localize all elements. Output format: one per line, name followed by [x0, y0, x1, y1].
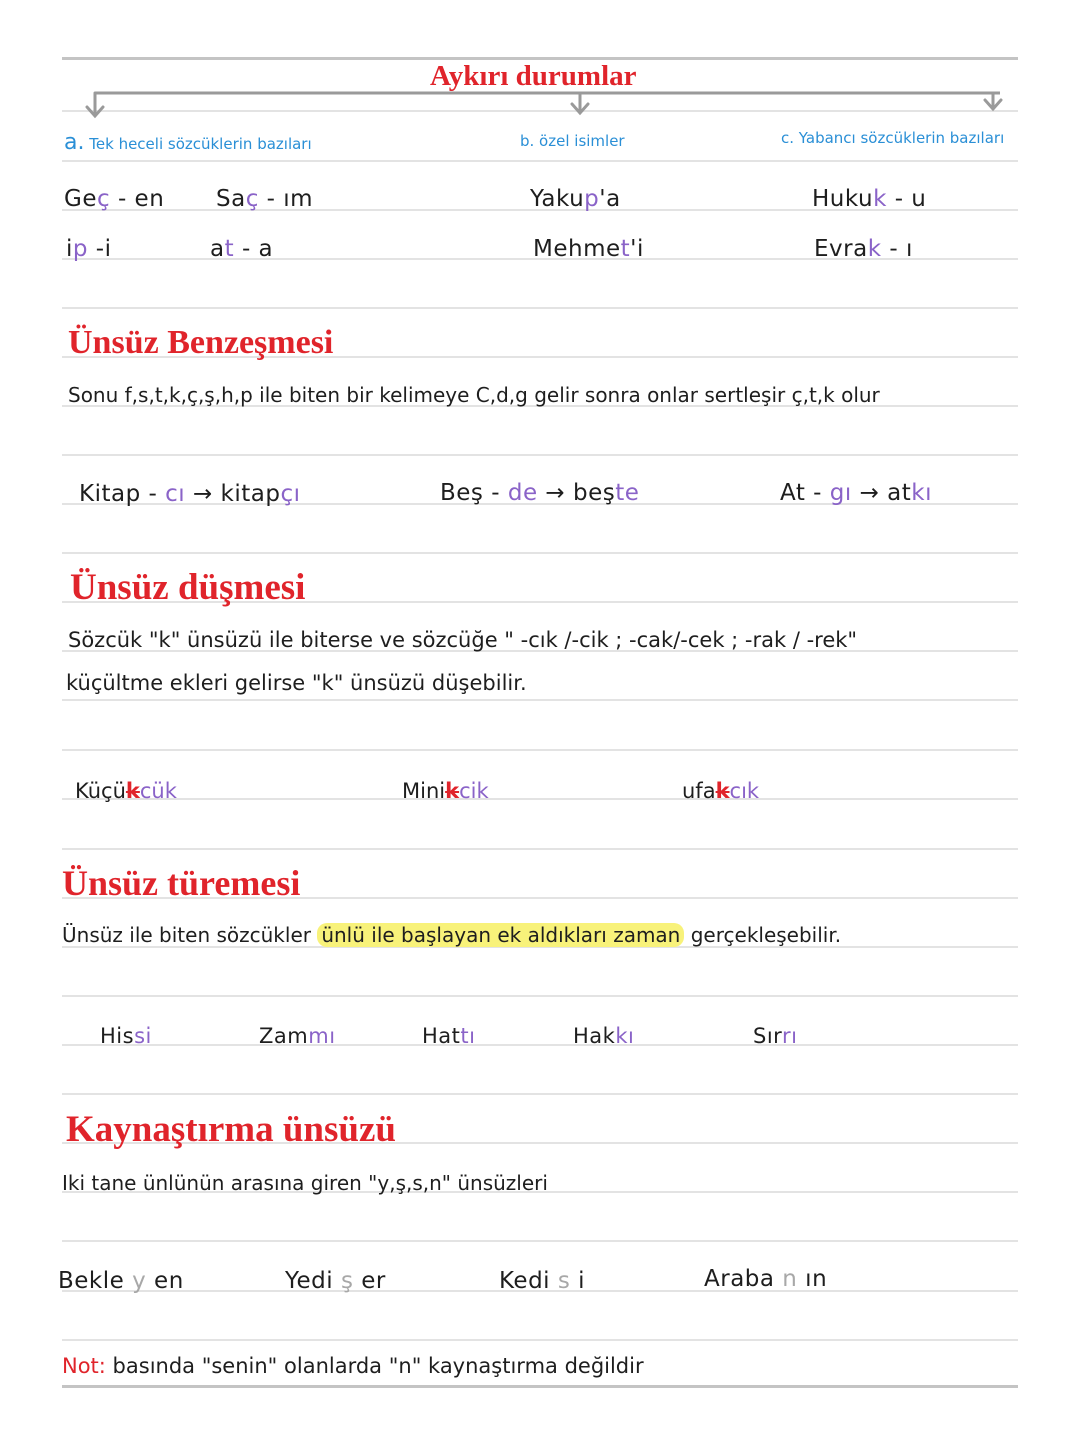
ruled-line	[62, 798, 1018, 800]
ruled-line	[62, 699, 1018, 701]
example-mehmet: Mehmet'i	[533, 236, 644, 262]
example-bekleyen: Bekle y en	[58, 1268, 184, 1294]
ruled-line	[62, 1093, 1018, 1095]
bottom-rule	[62, 1385, 1018, 1388]
ruled-line	[62, 995, 1018, 997]
example-evrak: Evrak - ı	[814, 236, 913, 262]
highlighted-phrase: ünlü ile başlayan ek aldıkları zaman	[317, 923, 684, 947]
section-title-aykiri: Aykırı durumlar	[430, 60, 637, 92]
example-hukuk: Hukuk - u	[812, 186, 927, 212]
ruled-line	[62, 454, 1018, 456]
tureme-rule: Ünsüz ile biten sözcükler ünlü ile başlayan ek aldıkları zaman gerçekleşebilir.	[62, 923, 842, 947]
example-arabanin: Araba n ın	[704, 1266, 828, 1292]
example-yediser: Yedi ş er	[285, 1268, 386, 1294]
example-zammi: Zammı	[259, 1024, 336, 1048]
example-gec: Geç - en	[64, 186, 165, 212]
section-title-tureme: Ünsüz türemesi	[62, 863, 301, 903]
example-ip: ip -i	[66, 236, 112, 262]
example-kedisi: Kedi s i	[499, 1268, 586, 1294]
note-label: Not:	[62, 1354, 106, 1378]
example-minicik: Minikcik	[402, 779, 489, 803]
ruled-line	[62, 160, 1018, 162]
ruled-line	[62, 1044, 1018, 1046]
example-sirri: Sırrı	[753, 1024, 798, 1048]
subheading-b: b. özel isimler	[520, 132, 625, 150]
example-kucukcuk: Küçükcük	[75, 779, 177, 803]
section-title-benzesme: Ünsüz Benzeşmesi	[68, 324, 334, 361]
ruled-line	[62, 1240, 1018, 1242]
example-at: at - a	[210, 236, 274, 262]
example-hatti: Hattı	[422, 1024, 476, 1048]
subheading-c: c. Yabancı sözcüklerin bazıları	[781, 129, 1005, 147]
example-yakup: Yakup'a	[530, 186, 621, 212]
dusme-line-2: küçültme ekleri gelirse "k" ünsüzü düşebilir.	[66, 671, 527, 695]
ruled-line	[62, 307, 1018, 309]
example-at-gi: At - gı → atkı	[780, 480, 933, 506]
example-kitap: Kitap - cı → kitapçı	[79, 481, 301, 507]
note-line: Not: basında "senin" olanlarda "n" kaynaştırma değildir	[62, 1354, 644, 1378]
kaynastirma-rule: Iki tane ünlünün arasına giren "y,ş,s,n" ünsüzleri	[62, 1171, 548, 1195]
ruled-line	[62, 848, 1018, 850]
subheading-a: a. Tek heceli sözcüklerin bazıları	[64, 130, 312, 155]
section-title-dusme: Ünsüz düşmesi	[70, 567, 306, 608]
ruled-line	[62, 552, 1018, 554]
example-ufacik: ufakcık	[682, 779, 760, 803]
example-hakki: Hakkı	[573, 1024, 635, 1048]
section-title-kaynastirma: Kaynaştırma ünsüzü	[66, 1109, 396, 1150]
example-hissi: Hissi	[100, 1024, 152, 1048]
ruled-line	[62, 1339, 1018, 1341]
benzesme-rule: Sonu f,s,t,k,ç,ş,h,p ile biten bir kelimeye C,d,g gelir sonra onlar sertleşir ç,t,k olur	[68, 383, 880, 407]
dusme-line-1: Sözcük "k" ünsüzü ile biterse ve sözcüğe " -cık /-cik ; -cak/-cek ; -rak / -rek"	[68, 628, 858, 652]
example-sac: Saç - ım	[216, 186, 314, 212]
example-bes: Beş - de → beşte	[440, 480, 640, 506]
ruled-line	[62, 749, 1018, 751]
